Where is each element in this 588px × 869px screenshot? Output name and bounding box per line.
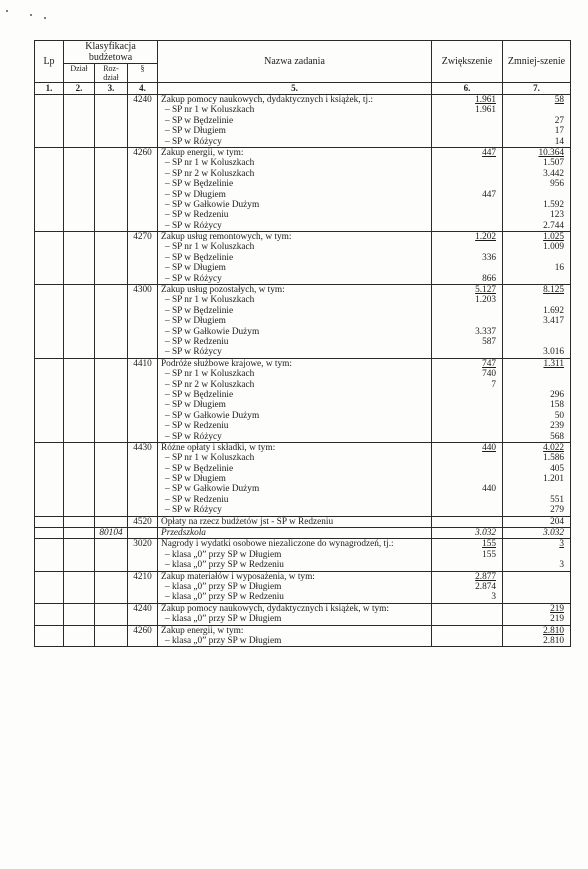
table-row: [35, 442, 571, 516]
cell-zwiekszenie: [432, 95, 503, 148]
cell-zmniejszenie: [503, 285, 571, 359]
cell-zwiekszenie: [432, 358, 503, 442]
decrease-value: 1.586: [543, 453, 565, 464]
task-subitem: – SP w Redzeniu: [165, 210, 229, 221]
decrease-value: 3.442: [543, 168, 565, 179]
cell-dzial: [64, 603, 95, 625]
header-klasyfikacja: Klasyfikacja budżetowa: [64, 41, 158, 64]
cell-zwiekszenie: [432, 528, 503, 539]
cell-nazwa: [158, 232, 432, 285]
cell-zmniejszenie: [503, 625, 571, 647]
cell-dzial: [64, 539, 95, 571]
task-subitem: – SP w Różycy: [165, 431, 222, 442]
task-subitem: – SP w Będzelinie: [165, 252, 234, 263]
scan-speck: [44, 17, 46, 19]
cell-zwiekszenie: [432, 516, 503, 527]
decrease-value: [505, 295, 564, 305]
cell-rozdzial: [95, 603, 128, 625]
cell-zwiekszenie: [432, 147, 503, 231]
decrease-value: 158: [550, 400, 565, 411]
cell-zmniejszenie: [503, 442, 571, 516]
decrease-value: [505, 550, 564, 560]
cell-zmniejszenie: [503, 358, 571, 442]
increase-value: [434, 137, 496, 147]
cell-nazwa: [158, 539, 432, 571]
column-number: 7.: [503, 83, 571, 95]
increase-value: 1.202: [475, 232, 497, 243]
task-subitem: – SP nr 1 w Koluszkach: [165, 453, 255, 464]
cell-dzial: [64, 147, 95, 231]
cell-nazwa: [158, 625, 432, 647]
decrease-value: [505, 369, 564, 379]
increase-value: [434, 517, 496, 527]
task-name: Zakup energii, w tym:: [161, 147, 244, 158]
cell-dzial: [64, 285, 95, 359]
increase-value: [434, 169, 496, 179]
cell-paragraf: 4300: [128, 285, 158, 359]
decrease-value: 1.507: [543, 158, 565, 169]
cell-lp: [35, 603, 64, 625]
decrease-value: [505, 327, 564, 337]
task-subitem: – SP w Długiem: [165, 126, 226, 137]
decrease-value: 2.744: [543, 220, 565, 231]
task-subitem: – SP nr 2 w Koluszkach: [165, 379, 255, 390]
cell-zwiekszenie: [432, 442, 503, 516]
header-paragraf: §: [128, 64, 158, 83]
task-subitem: – SP w Będzelinie: [165, 463, 234, 474]
header-zwiekszenie: Zwiększenie: [432, 41, 503, 83]
cell-zmniejszenie: [503, 232, 571, 285]
increase-value: [434, 158, 496, 168]
task-subitem: – SP w Różycy: [165, 136, 222, 147]
increase-value: 3: [491, 592, 497, 603]
cell-rozdzial: [95, 442, 128, 516]
decrease-value: [505, 190, 564, 200]
cell-paragraf: 4210: [128, 571, 158, 603]
task-name: Nagrody i wydatki osobowe niezaliczone do wynagrodzeń, tj.:: [161, 539, 394, 550]
decrease-value: 10.364: [538, 147, 565, 158]
task-subitem: – SP w Długiem: [165, 263, 226, 274]
decrease-value: 16: [554, 263, 565, 274]
table-body: [35, 95, 571, 647]
cell-paragraf: 4520: [128, 516, 158, 527]
increase-value: 587: [482, 336, 497, 347]
decrease-value: 3: [559, 539, 565, 550]
increase-value: [434, 263, 496, 273]
task-subitem: – SP w Będzelinie: [165, 179, 234, 190]
task-subitem: – SP w Długiem: [165, 400, 226, 411]
increase-value: 155: [482, 539, 497, 550]
task-subitem: – klasa „0” przy SP w Długiem: [165, 549, 282, 560]
decrease-value: [505, 572, 564, 582]
cell-rozdzial: [95, 539, 128, 571]
cell-lp: [35, 442, 64, 516]
cell-rozdzial: [95, 516, 128, 527]
decrease-value: 4.022: [543, 442, 565, 453]
decrease-value: 1.201: [543, 474, 565, 485]
table-row: [35, 539, 571, 571]
task-subitem: – SP w Będzelinie: [165, 389, 234, 400]
task-subitem: – SP nr 1 w Koluszkach: [165, 105, 255, 116]
increase-value: [434, 390, 496, 400]
decrease-value: 3: [559, 560, 565, 571]
cell-zwiekszenie: [432, 571, 503, 603]
task-name: Zakup energii, w tym:: [161, 625, 244, 636]
cell-rozdzial: 80104: [95, 528, 128, 539]
increase-value: [434, 210, 496, 220]
task-name: Zakup usług pozostałych, w tym:: [161, 285, 285, 296]
table-row: [35, 95, 571, 148]
cell-rozdzial: [95, 571, 128, 603]
decrease-value: 568: [550, 431, 565, 442]
task-name: Podróże służbowe krajowe, w tym:: [161, 358, 292, 369]
cell-zmniejszenie: [503, 571, 571, 603]
increase-value: 155: [482, 549, 497, 560]
increase-value: 1.961: [475, 105, 497, 116]
table-row: [35, 358, 571, 442]
decrease-value: 2.810: [543, 625, 565, 636]
decrease-value: 1.311: [543, 358, 565, 369]
decrease-value: 296: [550, 389, 565, 400]
increase-value: 3.337: [475, 326, 497, 337]
cell-lp: [35, 232, 64, 285]
table-row: [35, 603, 571, 625]
increase-value: [434, 614, 496, 624]
cell-rozdzial: [95, 95, 128, 148]
cell-nazwa: [158, 285, 432, 359]
increase-value: [434, 242, 496, 252]
header-nazwa: Nazwa zadania: [158, 41, 432, 83]
cell-paragraf: 4260: [128, 625, 158, 647]
increase-value: [434, 316, 496, 326]
decrease-value: 239: [550, 421, 565, 432]
budget-table: [34, 40, 571, 647]
increase-value: [434, 306, 496, 316]
task-name: Zakup usług remontowych, w tym:: [161, 232, 292, 243]
decrease-value: 17: [554, 126, 565, 137]
cell-paragraf: 4410: [128, 358, 158, 442]
cell-rozdzial: [95, 147, 128, 231]
cell-dzial: [64, 516, 95, 527]
column-number-row: [35, 83, 571, 95]
cell-rozdzial: [95, 232, 128, 285]
task-name: Opłaty na rzecz budżetów jst - SP w Redzeniu: [161, 516, 334, 527]
table-row: [35, 147, 571, 231]
task-subitem: – SP w Będzelinie: [165, 305, 234, 316]
decrease-value: 50: [554, 410, 565, 421]
cell-lp: [35, 528, 64, 539]
task-name: Zakup pomocy naukowych, dydaktycznych i książek, tj.:: [161, 95, 373, 105]
cell-paragraf: 4270: [128, 232, 158, 285]
decrease-value: 1.009: [543, 242, 565, 253]
table-header: [35, 41, 571, 95]
cell-nazwa: [158, 147, 432, 231]
increase-value: [434, 421, 496, 431]
header-lp: Lp: [35, 41, 64, 83]
cell-nazwa: [158, 571, 432, 603]
task-subitem: – SP nr 1 w Koluszkach: [165, 369, 255, 380]
cell-paragraf: 4240: [128, 95, 158, 148]
column-number: 1.: [35, 83, 64, 95]
cell-lp: [35, 285, 64, 359]
cell-zmniejszenie: [503, 539, 571, 571]
task-name: Różne opłaty i składki, w tym:: [161, 442, 276, 453]
cell-dzial: [64, 571, 95, 603]
table-row: [35, 516, 571, 527]
cell-paragraf: 3020: [128, 539, 158, 571]
increase-value: 447: [482, 147, 497, 158]
cell-zmniejszenie: [503, 603, 571, 625]
task-subitem: – SP w Gałkowie Dużym: [165, 484, 260, 495]
cell-dzial: [64, 95, 95, 148]
task-subitem: – SP w Różycy: [165, 273, 222, 284]
task-subitem: – klasa „0” przy SP w Długiem: [165, 635, 282, 646]
increase-value: [434, 400, 496, 410]
cell-lp: [35, 358, 64, 442]
decrease-value: 27: [554, 115, 565, 126]
column-number: 4.: [128, 83, 158, 95]
table-row: [35, 625, 571, 647]
decrease-value: 551: [550, 494, 565, 505]
decrease-value: [505, 337, 564, 347]
task-subitem: – SP w Długiem: [165, 316, 226, 327]
decrease-value: [505, 380, 564, 390]
cell-nazwa: [158, 528, 432, 539]
decrease-value: 1.692: [543, 305, 565, 316]
decrease-value: [505, 253, 564, 263]
task-subitem: – SP w Różycy: [165, 347, 222, 358]
cell-rozdzial: [95, 285, 128, 359]
increase-value: [434, 411, 496, 421]
increase-value: [434, 116, 496, 126]
decrease-value: 279: [550, 505, 565, 516]
cell-nazwa: [158, 358, 432, 442]
table-row: [35, 571, 571, 603]
cell-zwiekszenie: [432, 285, 503, 359]
cell-nazwa: [158, 442, 432, 516]
table-row: [35, 232, 571, 285]
cell-rozdzial: [95, 625, 128, 647]
task-subitem: – SP nr 1 w Koluszkach: [165, 295, 255, 306]
increase-value: 2.877: [475, 571, 497, 582]
task-subitem: – SP w Redzeniu: [165, 421, 229, 432]
cell-zwiekszenie: [432, 625, 503, 647]
cell-lp: [35, 539, 64, 571]
decrease-value: 1.592: [543, 199, 565, 210]
scan-speck: [30, 14, 32, 16]
cell-zmniejszenie: [503, 147, 571, 231]
decrease-value: 58: [554, 95, 565, 105]
task-subitem: – klasa „0” przy SP w Redzeniu: [165, 592, 284, 603]
cell-lp: [35, 625, 64, 647]
decrease-value: [505, 484, 564, 494]
cell-dzial: [64, 528, 95, 539]
increase-value: [434, 432, 496, 442]
decrease-value: 3.016: [543, 347, 565, 358]
increase-value: 866: [482, 273, 497, 284]
decrease-value: 3.032: [543, 528, 565, 539]
task-name: Zakup materiałów i wyposażenia, w tym:: [161, 571, 315, 582]
task-subitem: – klasa „0” przy SP w Redzeniu: [165, 560, 284, 571]
cell-paragraf: 4240: [128, 603, 158, 625]
increase-value: [434, 560, 496, 570]
decrease-value: [505, 582, 564, 592]
cell-nazwa: [158, 516, 432, 527]
increase-value: [434, 505, 496, 515]
cell-lp: [35, 147, 64, 231]
decrease-value: [505, 274, 564, 284]
task-name: Zakup pomocy naukowych, dydaktycznych i książek, w tym:: [161, 603, 389, 614]
increase-value: 2.874: [475, 581, 497, 592]
column-number: 5.: [158, 83, 432, 95]
cell-zmniejszenie: [503, 95, 571, 148]
increase-value: [434, 347, 496, 357]
decrease-value: 219: [550, 614, 565, 625]
scan-speck: [6, 10, 8, 12]
decrease-value: 8.125: [543, 285, 565, 296]
increase-value: 7: [491, 379, 497, 390]
increase-value: [434, 495, 496, 505]
increase-value: 3.032: [475, 528, 497, 539]
increase-value: 336: [482, 252, 497, 263]
decrease-value: 1.025: [543, 232, 565, 243]
increase-value: [434, 453, 496, 463]
task-subitem: – klasa „0” przy SP w Długiem: [165, 581, 282, 592]
column-number: 6.: [432, 83, 503, 95]
column-number: 3.: [95, 83, 128, 95]
task-subitem: – SP w Będzelinie: [165, 115, 234, 126]
increase-value: 747: [482, 358, 497, 369]
table-row: [35, 528, 571, 539]
increase-value: [434, 179, 496, 189]
task-subitem: – SP w Gałkowie Dużym: [165, 410, 260, 421]
task-subitem: – SP nr 1 w Koluszkach: [165, 158, 255, 169]
table-row: [35, 285, 571, 359]
increase-value: [434, 636, 496, 646]
task-name: Przedszkola: [161, 528, 206, 539]
cell-paragraf: [128, 528, 158, 539]
task-subitem: – SP w Redzeniu: [165, 336, 229, 347]
increase-value: [434, 200, 496, 210]
decrease-value: 2.810: [543, 635, 565, 646]
increase-value: 447: [482, 189, 497, 200]
decrease-value: [505, 105, 564, 115]
decrease-value: 219: [550, 603, 565, 614]
cell-zmniejszenie: [503, 528, 571, 539]
increase-value: [434, 221, 496, 231]
increase-value: [434, 626, 496, 636]
header-rozdzial: Roz-dział: [95, 64, 128, 83]
decrease-value: 956: [550, 179, 565, 190]
cell-zwiekszenie: [432, 539, 503, 571]
cell-dzial: [64, 232, 95, 285]
cell-rozdzial: [95, 358, 128, 442]
cell-paragraf: 4430: [128, 442, 158, 516]
increase-value: 5.127: [475, 285, 497, 296]
task-subitem: – SP w Gałkowie Dużym: [165, 326, 260, 337]
increase-value: [434, 474, 496, 484]
task-subitem: – SP nr 2 w Koluszkach: [165, 168, 255, 179]
header-zmniejszenie: Zmniej-szenie: [503, 41, 571, 83]
task-subitem: – SP w Różycy: [165, 505, 222, 516]
cell-dzial: [64, 442, 95, 516]
increase-value: 1.961: [475, 95, 497, 105]
header-dzial: Dział: [64, 64, 95, 83]
cell-lp: [35, 571, 64, 603]
task-subitem: – klasa „0” przy SP w Długiem: [165, 614, 282, 625]
decrease-value: 14: [554, 136, 565, 147]
increase-value: 1.203: [475, 295, 497, 306]
task-subitem: – SP w Długiem: [165, 474, 226, 485]
decrease-value: 204: [550, 516, 565, 527]
decrease-value: [505, 592, 564, 602]
increase-value: [434, 126, 496, 136]
increase-value: 740: [482, 369, 497, 380]
increase-value: [434, 604, 496, 614]
task-subitem: – SP w Długiem: [165, 189, 226, 200]
cell-dzial: [64, 625, 95, 647]
cell-zmniejszenie: [503, 516, 571, 527]
increase-value: 440: [482, 484, 497, 495]
cell-dzial: [64, 358, 95, 442]
column-number: 2.: [64, 83, 95, 95]
task-subitem: – SP w Różycy: [165, 220, 222, 231]
task-subitem: – SP nr 1 w Koluszkach: [165, 242, 255, 253]
cell-nazwa: [158, 603, 432, 625]
cell-nazwa: [158, 95, 432, 148]
decrease-value: 405: [550, 463, 565, 474]
increase-value: [434, 464, 496, 474]
task-subitem: – SP w Gałkowie Dużym: [165, 199, 260, 210]
increase-value: 440: [482, 442, 497, 453]
decrease-value: 123: [550, 210, 565, 221]
cell-zwiekszenie: [432, 232, 503, 285]
cell-lp: [35, 516, 64, 527]
cell-lp: [35, 95, 64, 148]
cell-zwiekszenie: [432, 603, 503, 625]
decrease-value: 3.417: [543, 316, 565, 327]
task-subitem: – SP w Redzeniu: [165, 494, 229, 505]
cell-paragraf: 4260: [128, 147, 158, 231]
